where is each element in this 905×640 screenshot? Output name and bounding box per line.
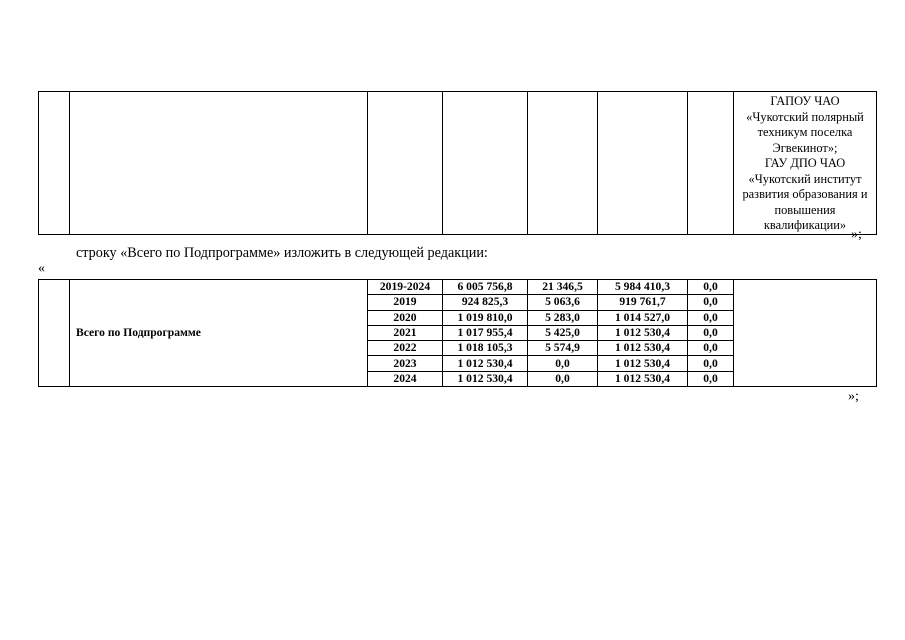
value-cell: 0,0 xyxy=(688,341,734,356)
value-cell: 1 012 530,4 xyxy=(598,371,688,386)
value-cell: 5 063,6 xyxy=(528,295,598,310)
value-cell: 0,0 xyxy=(688,280,734,295)
table-cell xyxy=(528,92,598,235)
value-cell: 21 346,5 xyxy=(528,280,598,295)
value-cell: 5 984 410,3 xyxy=(598,280,688,295)
summary-table xyxy=(38,279,877,387)
table-cell xyxy=(443,92,528,235)
value-cell: 0,0 xyxy=(688,325,734,340)
org-line: Эгвекинот»; xyxy=(772,140,838,155)
period-cell: 2019-2024 xyxy=(368,280,443,295)
value-cell: 1 012 530,4 xyxy=(598,325,688,340)
value-cell: 5 574,9 xyxy=(528,341,598,356)
value-cell: 1 014 527,0 xyxy=(598,310,688,325)
period-cell: 2020 xyxy=(368,310,443,325)
total-cell: 1 018 105,3 xyxy=(443,341,528,356)
table-row xyxy=(39,280,877,295)
org-line: квалификации» xyxy=(763,218,847,232)
table-cell xyxy=(734,280,877,387)
instruction-text: строку «Всего по Подпрограмме» изложить в следующей редакции: xyxy=(76,245,488,261)
value-cell: 1 012 530,4 xyxy=(598,356,688,371)
total-cell: 1 017 955,4 xyxy=(443,325,528,340)
org-line: ГАУ ДПО ЧАО xyxy=(764,156,846,170)
value-cell: 5 283,0 xyxy=(528,310,598,325)
period-cell: 2019 xyxy=(368,295,443,310)
total-cell: 924 825,3 xyxy=(443,295,528,310)
period-cell: 2021 xyxy=(368,325,443,340)
table-cell xyxy=(70,92,368,235)
value-cell: 1 012 530,4 xyxy=(598,341,688,356)
value-cell: 0,0 xyxy=(688,371,734,386)
value-cell: 0,0 xyxy=(688,356,734,371)
table-row xyxy=(39,92,877,235)
top-table xyxy=(38,91,877,235)
total-cell: 6 005 756,8 xyxy=(443,280,528,295)
opening-quote: « xyxy=(38,261,45,276)
value-cell: 5 425,0 xyxy=(528,325,598,340)
org-line: «Чукотский институт xyxy=(748,171,862,186)
table-cell xyxy=(39,280,70,387)
period-cell: 2022 xyxy=(368,341,443,356)
table-cell xyxy=(688,92,734,235)
org-line: развития образования и xyxy=(742,187,868,201)
table-cell xyxy=(368,92,443,235)
responsible-organizations-cell xyxy=(734,92,877,235)
total-cell: 1 012 530,4 xyxy=(443,356,528,371)
org-line: «Чукотский полярный xyxy=(746,109,864,124)
org-line: повышения xyxy=(774,202,836,217)
closing-quote: »; xyxy=(848,389,859,404)
value-cell: 919 761,7 xyxy=(598,295,688,310)
value-cell: 0,0 xyxy=(688,295,734,310)
value-cell: 0,0 xyxy=(528,371,598,386)
period-cell: 2023 xyxy=(368,356,443,371)
total-cell: 1 019 810,0 xyxy=(443,310,528,325)
org-line: техникум поселка xyxy=(757,125,853,139)
org-line: ГАПОУ ЧАО xyxy=(770,94,840,108)
value-cell: 0,0 xyxy=(528,356,598,371)
closing-quote: »; xyxy=(851,227,862,242)
table-cell xyxy=(598,92,688,235)
value-cell: 0,0 xyxy=(688,310,734,325)
total-label-cell: Всего по Подпрограмме xyxy=(70,280,368,387)
total-cell: 1 012 530,4 xyxy=(443,371,528,386)
table-cell xyxy=(39,92,70,235)
period-cell: 2024 xyxy=(368,371,443,386)
